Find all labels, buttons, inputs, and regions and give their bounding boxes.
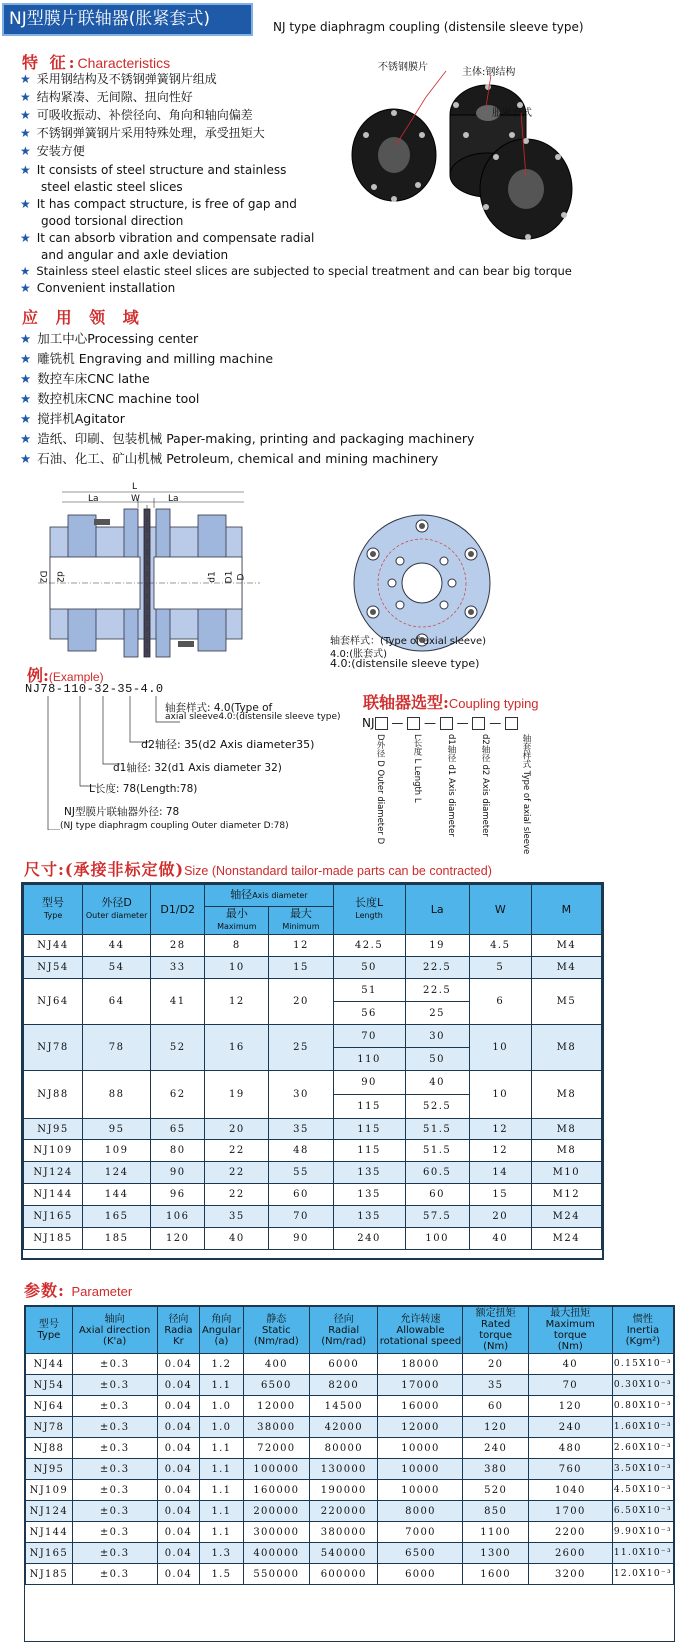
- example-d1: d1轴径: 32(d1 Axis diameter 32): [113, 762, 282, 774]
- typing-heading: 联轴器选型:Coupling typing: [363, 693, 539, 712]
- col-p-speed: 允许转速 Allowable rotational speed: [378, 1307, 463, 1354]
- table-cell: 72000: [243, 1438, 309, 1459]
- list-item: ★ 不锈钢弹簧钢片采用特殊处理，承受扭矩大: [20, 126, 265, 140]
- table-cell: 850: [463, 1501, 528, 1522]
- col-axis-min: 最小 Maximum: [205, 907, 269, 935]
- dimension-lines: [38, 488, 260, 508]
- table-cell: 240: [528, 1417, 612, 1438]
- col-p-max: 最大扭矩 Maximum torque (Nm): [528, 1307, 612, 1354]
- dim-label-l: L: [132, 482, 138, 492]
- typing-label-d2: d2轴径 d2 Axis diameter: [480, 734, 490, 837]
- table-cell: 380000: [310, 1522, 378, 1543]
- list-item: ★ It consists of steel structure and stainless: [20, 163, 287, 177]
- table-cell: 4.50X10⁻³: [612, 1480, 673, 1501]
- table-cell: 35: [463, 1375, 528, 1396]
- table-cell: 38000: [243, 1417, 309, 1438]
- dim-label-d2-outer: D2: [37, 570, 48, 584]
- sleeve-type-line2: 4.0:(胀套式): [330, 649, 388, 660]
- table-cell: 220000: [310, 1501, 378, 1522]
- table-cell: 0.04: [157, 1375, 200, 1396]
- table-cell: 2.60X10⁻³: [612, 1438, 673, 1459]
- table-cell: 0.04: [157, 1417, 200, 1438]
- list-item: ★ Convenient installation: [20, 281, 176, 295]
- example-outer-en: (NJ type diaphragm coupling Outer diameter D:78): [60, 821, 289, 831]
- table-cell: 0.04: [157, 1543, 200, 1564]
- size-heading: 尺寸:(承接非标定做)Size (Nonstandard tailor-made parts can be contracted): [24, 860, 492, 879]
- table-row: [26, 1522, 674, 1543]
- table-cell: 1700: [528, 1501, 612, 1522]
- col-axis: 轴径Axis diameter: [205, 885, 333, 907]
- typing-label-outer: D外径 D Outer diameter D: [375, 734, 385, 845]
- dim-label-w: W: [131, 494, 140, 504]
- table-row: NJ54 54 33 10 15 50 22.5 5 M4: [24, 957, 602, 979]
- table-cell: NJ64: [26, 1396, 73, 1417]
- col-p-type: 型号 Type: [26, 1307, 73, 1354]
- table-row: [26, 1480, 674, 1501]
- col-p-radia: 径向 Radia Kr: [157, 1307, 200, 1354]
- table-row: [26, 1417, 674, 1438]
- list-item: ★ 造纸、印刷、包装机械 Paper-making, printing and packaging machinery: [20, 431, 475, 446]
- list-item: ★ 安装方便: [20, 144, 85, 158]
- list-item: ★ Stainless steel elastic steel slices are subjected to special treatment and can bear big torque: [20, 264, 572, 278]
- col-p-radial: 径向 Radial (Nm/rad): [310, 1307, 378, 1354]
- table-cell: ±0.3: [72, 1522, 157, 1543]
- table-cell: 0.30X10⁻³: [612, 1375, 673, 1396]
- list-item: ★ 采用钢结构及不锈钢弹簧钢片组成: [20, 72, 217, 86]
- table-cell: 120: [528, 1396, 612, 1417]
- example-outer-cn: NJ型膜片联轴器外径: 78: [64, 806, 180, 818]
- col-outer: 外径D Outer diameter: [83, 885, 151, 935]
- star-icon: ★: [20, 371, 32, 386]
- table-cell: 1.1: [200, 1501, 243, 1522]
- table-cell: ±0.3: [72, 1501, 157, 1522]
- table-row: [26, 1375, 674, 1396]
- table-cell: 6000: [310, 1354, 378, 1375]
- star-icon: ★: [20, 197, 31, 211]
- table-cell: 130000: [310, 1459, 378, 1480]
- table-cell: 3.50X10⁻³: [612, 1459, 673, 1480]
- table-cell: 760: [528, 1459, 612, 1480]
- table-cell: NJ124: [26, 1501, 73, 1522]
- table-cell: NJ95: [26, 1459, 73, 1480]
- table-cell: 2600: [528, 1543, 612, 1564]
- table-row: [26, 1396, 674, 1417]
- star-icon: ★: [20, 126, 31, 140]
- dim-label-la-right: La: [168, 494, 179, 504]
- col-w: W: [469, 885, 531, 935]
- table-cell: 0.04: [157, 1459, 200, 1480]
- features-heading: 特 征:Characteristics: [22, 53, 171, 72]
- table-cell: NJ78: [26, 1417, 73, 1438]
- example-sleeve-cn: 轴套样式: 4.0(Type of: [165, 702, 273, 714]
- table-cell: 0.04: [157, 1354, 200, 1375]
- table-row: [26, 1501, 674, 1522]
- table-cell: 1.5: [200, 1564, 243, 1585]
- table-cell: ±0.3: [72, 1354, 157, 1375]
- param-heading: 参数: Parameter: [24, 1281, 133, 1300]
- table-cell: 0.15X10⁻³: [612, 1354, 673, 1375]
- sleeve-type-line1: 轴套样式：(Type of axial sleeve): [330, 636, 487, 647]
- table-cell: 1.1: [200, 1522, 243, 1543]
- table-cell: 1.60X10⁻³: [612, 1417, 673, 1438]
- star-icon: ★: [20, 72, 31, 86]
- star-icon: ★: [20, 264, 31, 278]
- table-cell: ±0.3: [72, 1543, 157, 1564]
- col-d1d2: D1/D2: [151, 885, 205, 935]
- table-cell: 70: [528, 1375, 612, 1396]
- table-cell: 1300: [463, 1543, 528, 1564]
- star-icon: ★: [20, 90, 31, 104]
- typing-code: NJ — — — —: [362, 716, 518, 730]
- col-p-static: 静态 Static (Nm/rad): [243, 1307, 309, 1354]
- table-row: [26, 1543, 674, 1564]
- table-cell: 0.04: [157, 1522, 200, 1543]
- table-cell: 1.2: [200, 1354, 243, 1375]
- table-cell: 6.50X10⁻³: [612, 1501, 673, 1522]
- table-cell: 240: [463, 1438, 528, 1459]
- table-cell: NJ88: [26, 1438, 73, 1459]
- table-cell: 1100: [463, 1522, 528, 1543]
- table-cell: 400000: [243, 1543, 309, 1564]
- list-item: ★ 雕铣机 Engraving and milling machine: [20, 351, 274, 366]
- table-cell: 3200: [528, 1564, 612, 1585]
- table-row: 56 25: [24, 1002, 602, 1025]
- col-p-angular: 角向 Angular (a): [200, 1307, 243, 1354]
- table-cell: 60: [463, 1396, 528, 1417]
- table-cell: 1.3: [200, 1543, 243, 1564]
- coupling-photo: [346, 57, 581, 245]
- table-cell: 7000: [378, 1522, 463, 1543]
- typing-label-length: L长度 L Length L: [412, 734, 422, 803]
- star-icon: ★: [20, 331, 32, 346]
- table-cell: 10000: [378, 1459, 463, 1480]
- table-cell: 540000: [310, 1543, 378, 1564]
- col-length: 长度L Length: [333, 885, 405, 935]
- list-item: ★ 数控机床CNC machine tool: [20, 391, 200, 406]
- col-type: 型号 Type: [24, 885, 83, 935]
- table-row: NJ165 165 106 35 70 135 57.5 20 M24: [24, 1206, 602, 1228]
- table-cell: 0.04: [157, 1501, 200, 1522]
- star-icon: ★: [20, 144, 31, 158]
- col-la: La: [405, 885, 469, 935]
- photo-label-sleeve: 胀紧套式: [492, 108, 532, 119]
- table-cell: 520: [463, 1480, 528, 1501]
- table-cell: 14500: [310, 1396, 378, 1417]
- table-row: [26, 1354, 674, 1375]
- table-row: NJ95 95 65 20 35 115 51.5 12 M8: [24, 1119, 602, 1140]
- table-cell: 6000: [378, 1564, 463, 1585]
- col-m: M: [531, 885, 601, 935]
- table-cell: 20: [463, 1354, 528, 1375]
- table-row: NJ88 88 62 19 30 90 40 10 M8: [24, 1071, 602, 1095]
- list-item: ★ 搅拌机Agitator: [20, 411, 125, 426]
- list-item: ★ 结构紧凑、无间隙、扭向性好: [20, 90, 193, 104]
- table-cell: 1.1: [200, 1459, 243, 1480]
- star-icon: ★: [20, 411, 32, 426]
- page-title: NJ型膜片联轴器(胀紧套式): [2, 3, 253, 36]
- dim-label-d1: d1: [207, 571, 218, 583]
- col-p-axial: 轴向 Axial direction (K'a): [72, 1307, 157, 1354]
- star-icon: ★: [20, 281, 31, 295]
- table-cell: 100000: [243, 1459, 309, 1480]
- table-row: [26, 1459, 674, 1480]
- table-row: NJ124 124 90 22 55 135 60.5 14 M10: [24, 1162, 602, 1184]
- table-row: NJ144 144 96 22 60 135 60 15 M12: [24, 1184, 602, 1206]
- dim-label-d: D: [236, 573, 247, 581]
- table-row: 110 50: [24, 1048, 602, 1071]
- table-cell: 550000: [243, 1564, 309, 1585]
- table-cell: ±0.3: [72, 1459, 157, 1480]
- table-cell: 120: [463, 1417, 528, 1438]
- star-icon: ★: [20, 431, 32, 446]
- table-cell: NJ144: [26, 1522, 73, 1543]
- table-row: 115 52.5: [24, 1095, 602, 1119]
- table-cell: 10000: [378, 1438, 463, 1459]
- star-icon: ★: [20, 163, 31, 177]
- typing-label-d1: d1轴径 d1 Axis diameter: [446, 734, 456, 837]
- example-d2: d2轴径: 35(d2 Axis diameter35): [141, 738, 315, 751]
- param-table: [25, 1306, 674, 1585]
- table-cell: 1.1: [200, 1375, 243, 1396]
- photo-label-membrane: 不锈钢膜片: [378, 62, 428, 73]
- star-icon: ★: [20, 108, 31, 122]
- table-cell: 12000: [243, 1396, 309, 1417]
- table-cell: 2200: [528, 1522, 612, 1543]
- table-cell: NJ185: [26, 1564, 73, 1585]
- table-cell: 10000: [378, 1480, 463, 1501]
- list-item: ★ 可吸收振动、补偿径向、角向和轴向偏差: [20, 108, 253, 122]
- dim-label-d1-outer: D1: [224, 570, 235, 584]
- table-cell: 16000: [378, 1396, 463, 1417]
- example-code: NJ78-110-32-35-4.0: [25, 682, 164, 696]
- table-cell: 1.1: [200, 1480, 243, 1501]
- table-cell: ±0.3: [72, 1480, 157, 1501]
- table-cell: 600000: [310, 1564, 378, 1585]
- table-cell: 12000: [378, 1417, 463, 1438]
- table-cell: 0.04: [157, 1480, 200, 1501]
- example-sleeve-en: axial sleeve4.0:(distensile sleeve type): [165, 712, 341, 722]
- star-icon: ★: [20, 451, 32, 466]
- table-cell: 300000: [243, 1522, 309, 1543]
- table-cell: 9.90X10⁻³: [612, 1522, 673, 1543]
- table-cell: 42000: [310, 1417, 378, 1438]
- table-cell: 190000: [310, 1480, 378, 1501]
- table-cell: 80000: [310, 1438, 378, 1459]
- dim-label-d2: d2: [54, 571, 65, 583]
- table-cell: 200000: [243, 1501, 309, 1522]
- list-item: ★ 加工中心Processing center: [20, 331, 199, 346]
- table-row: [26, 1564, 674, 1585]
- table-cell: 0.04: [157, 1438, 200, 1459]
- table-cell: 11.0X10⁻³: [612, 1543, 673, 1564]
- table-cell: 40: [528, 1354, 612, 1375]
- typing-label-sleeve: 轴套样式 Type of axial sleeve: [521, 734, 531, 855]
- star-icon: ★: [20, 231, 31, 245]
- list-item: ★ 石油、化工、矿山机械 Petroleum, chemical and mining machinery: [20, 451, 439, 466]
- page-title-en: NJ type diaphragm coupling (distensile sleeve type): [273, 20, 584, 34]
- table-row: NJ44 44 28 8 12 42.5 19 4.5 M4: [24, 935, 602, 957]
- col-axis-max: 最大 Minimum: [269, 907, 333, 935]
- table-cell: 1.1: [200, 1438, 243, 1459]
- list-item: ★ It can absorb vibration and compensate radial: [20, 231, 315, 245]
- sleeve-type-line3: 4.0:(distensile sleeve type): [330, 657, 480, 670]
- table-cell: 0.04: [157, 1396, 200, 1417]
- table-cell: 1.0: [200, 1417, 243, 1438]
- size-table: [23, 884, 602, 1250]
- table-cell: ±0.3: [72, 1417, 157, 1438]
- table-cell: ±0.3: [72, 1564, 157, 1585]
- table-cell: 0.80X10⁻³: [612, 1396, 673, 1417]
- table-row: NJ78 78 52 16 25 70 30 10 M8: [24, 1025, 602, 1048]
- table-cell: NJ109: [26, 1480, 73, 1501]
- example-length: L长度: 78(Length:78): [89, 783, 198, 795]
- table-cell: 480: [528, 1438, 612, 1459]
- table-cell: 18000: [378, 1354, 463, 1375]
- table-row: NJ109 109 80 22 48 115 51.5 12 M8: [24, 1140, 602, 1162]
- table-row: NJ185 185 120 40 90 240 100 40 M24: [24, 1228, 602, 1250]
- example-heading: 例:(Example): [27, 666, 104, 685]
- col-p-inertia: 惯性 Inertia (Kgm²): [612, 1307, 673, 1354]
- col-p-rated: 额定扭矩 Rated torque (Nm): [463, 1307, 528, 1354]
- table-cell: 17000: [378, 1375, 463, 1396]
- table-cell: NJ165: [26, 1543, 73, 1564]
- star-icon: ★: [20, 391, 32, 406]
- applications-heading: 应 用 领 域: [22, 308, 145, 327]
- table-cell: 6500: [378, 1543, 463, 1564]
- table-cell: 6500: [243, 1375, 309, 1396]
- table-cell: 8200: [310, 1375, 378, 1396]
- table-cell: 160000: [243, 1480, 309, 1501]
- star-icon: ★: [20, 351, 32, 366]
- table-cell: 12.0X10⁻³: [612, 1564, 673, 1585]
- table-cell: 1040: [528, 1480, 612, 1501]
- table-cell: 1600: [463, 1564, 528, 1585]
- list-item: ★ 数控车床CNC lathe: [20, 371, 150, 386]
- table-cell: ±0.3: [72, 1375, 157, 1396]
- table-cell: NJ44: [26, 1354, 73, 1375]
- list-item-cont: steel elastic steel slices: [41, 180, 183, 194]
- list-item-cont: and angular and axle deviation: [41, 248, 229, 262]
- table-cell: ±0.3: [72, 1438, 157, 1459]
- table-cell: 8000: [378, 1501, 463, 1522]
- list-item-cont: good torsional direction: [41, 214, 184, 228]
- list-item: ★ It has compact structure, is free of gap and: [20, 197, 297, 211]
- photo-label-body: 主体:钢结构: [462, 67, 516, 78]
- table-row: [26, 1438, 674, 1459]
- table-row: NJ64 64 41 12 20 51 22.5 6 M5: [24, 979, 602, 1002]
- table-cell: ±0.3: [72, 1396, 157, 1417]
- table-cell: NJ54: [26, 1375, 73, 1396]
- table-cell: 1.0: [200, 1396, 243, 1417]
- dim-label-la-left: La: [88, 494, 99, 504]
- table-cell: 0.04: [157, 1564, 200, 1585]
- table-cell: 400: [243, 1354, 309, 1375]
- table-cell: 380: [463, 1459, 528, 1480]
